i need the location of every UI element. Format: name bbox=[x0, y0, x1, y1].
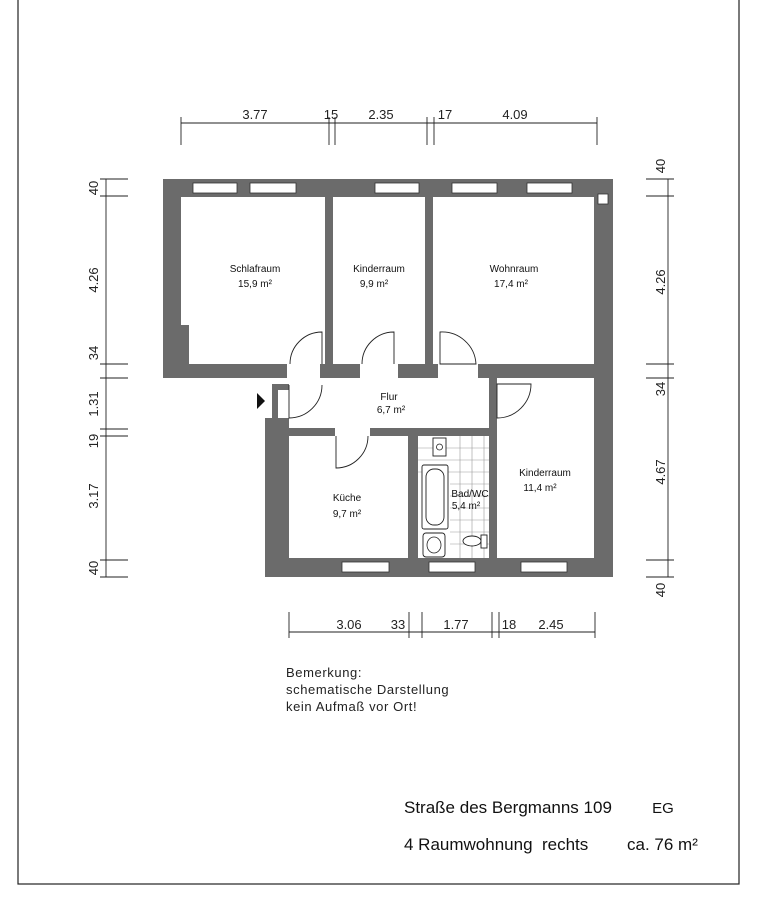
room-kueche-area: 9,7 m² bbox=[332, 509, 362, 520]
dim-top-4: 17 bbox=[437, 107, 453, 122]
dim-right-5: 40 bbox=[653, 582, 668, 598]
room-flur-area: 6,7 m² bbox=[376, 405, 406, 416]
toilet-icon bbox=[463, 536, 481, 546]
unit-description: 4 Raumwohnung rechts bbox=[404, 835, 589, 854]
dim-right-1: 40 bbox=[653, 158, 668, 174]
dim-top-5: 4.09 bbox=[502, 107, 528, 122]
walls bbox=[163, 179, 613, 577]
dim-top-1: 3.77 bbox=[242, 107, 268, 122]
dim-bottom-4: 18 bbox=[501, 617, 517, 632]
dim-bottom-2: 33 bbox=[390, 617, 406, 632]
unit-area: ca. 76 m² bbox=[627, 835, 698, 854]
room-schlafraum-name: Schlafraum bbox=[229, 264, 281, 275]
room-kinderraum-1-name: Kinderraum bbox=[353, 264, 405, 275]
address-floor: EG bbox=[652, 800, 674, 817]
dim-right-4: 4.67 bbox=[653, 459, 668, 485]
dim-left-2: 4.26 bbox=[86, 267, 101, 293]
room-kueche-name: Küche bbox=[332, 493, 362, 504]
dim-left-6: 3.17 bbox=[86, 483, 101, 509]
room-flur-name: Flur bbox=[380, 392, 398, 403]
dim-bottom-1: 3.06 bbox=[336, 617, 362, 632]
address-street: Straße des Bergmanns 109 bbox=[404, 798, 612, 817]
bathtub-basin bbox=[426, 469, 444, 525]
dim-left-1: 40 bbox=[86, 180, 101, 196]
boiler-icon bbox=[433, 438, 446, 456]
dim-left-3: 34 bbox=[86, 345, 101, 361]
dim-top-3: 2.35 bbox=[368, 107, 394, 122]
dim-left-7: 40 bbox=[86, 560, 101, 576]
dim-left-5: 19 bbox=[86, 433, 101, 449]
room-wohnraum-area: 17,4 m² bbox=[494, 279, 528, 290]
remark-line-2: kein Aufmaß vor Ort! bbox=[286, 699, 418, 714]
remark-line-1: schematische Darstellung bbox=[286, 682, 450, 697]
entrance-arrow-icon bbox=[257, 393, 265, 409]
room-schlafraum-area: 15,9 m² bbox=[238, 279, 272, 290]
remark-title: Bemerkung: bbox=[286, 665, 363, 680]
room-wohnraum-name: Wohnraum bbox=[489, 264, 539, 275]
dim-bottom-5: 2.45 bbox=[538, 617, 564, 632]
room-bad-name: Bad/WC bbox=[451, 489, 489, 500]
page-frame bbox=[18, 0, 739, 884]
dim-top-2: 15 bbox=[323, 107, 339, 122]
dim-bottom-3: 1.77 bbox=[443, 617, 469, 632]
room-bad-area: 5,4 m² bbox=[451, 501, 481, 512]
room-kinderraum-2-name: Kinderraum bbox=[519, 468, 571, 479]
room-kinderraum-1-area: 9,9 m² bbox=[359, 279, 389, 290]
dim-left-4: 1.31 bbox=[86, 391, 101, 417]
room-kinderraum-2-area: 11,4 m² bbox=[523, 483, 557, 494]
dim-right-2: 4.26 bbox=[653, 269, 668, 295]
dim-right-3: 34 bbox=[653, 381, 668, 397]
